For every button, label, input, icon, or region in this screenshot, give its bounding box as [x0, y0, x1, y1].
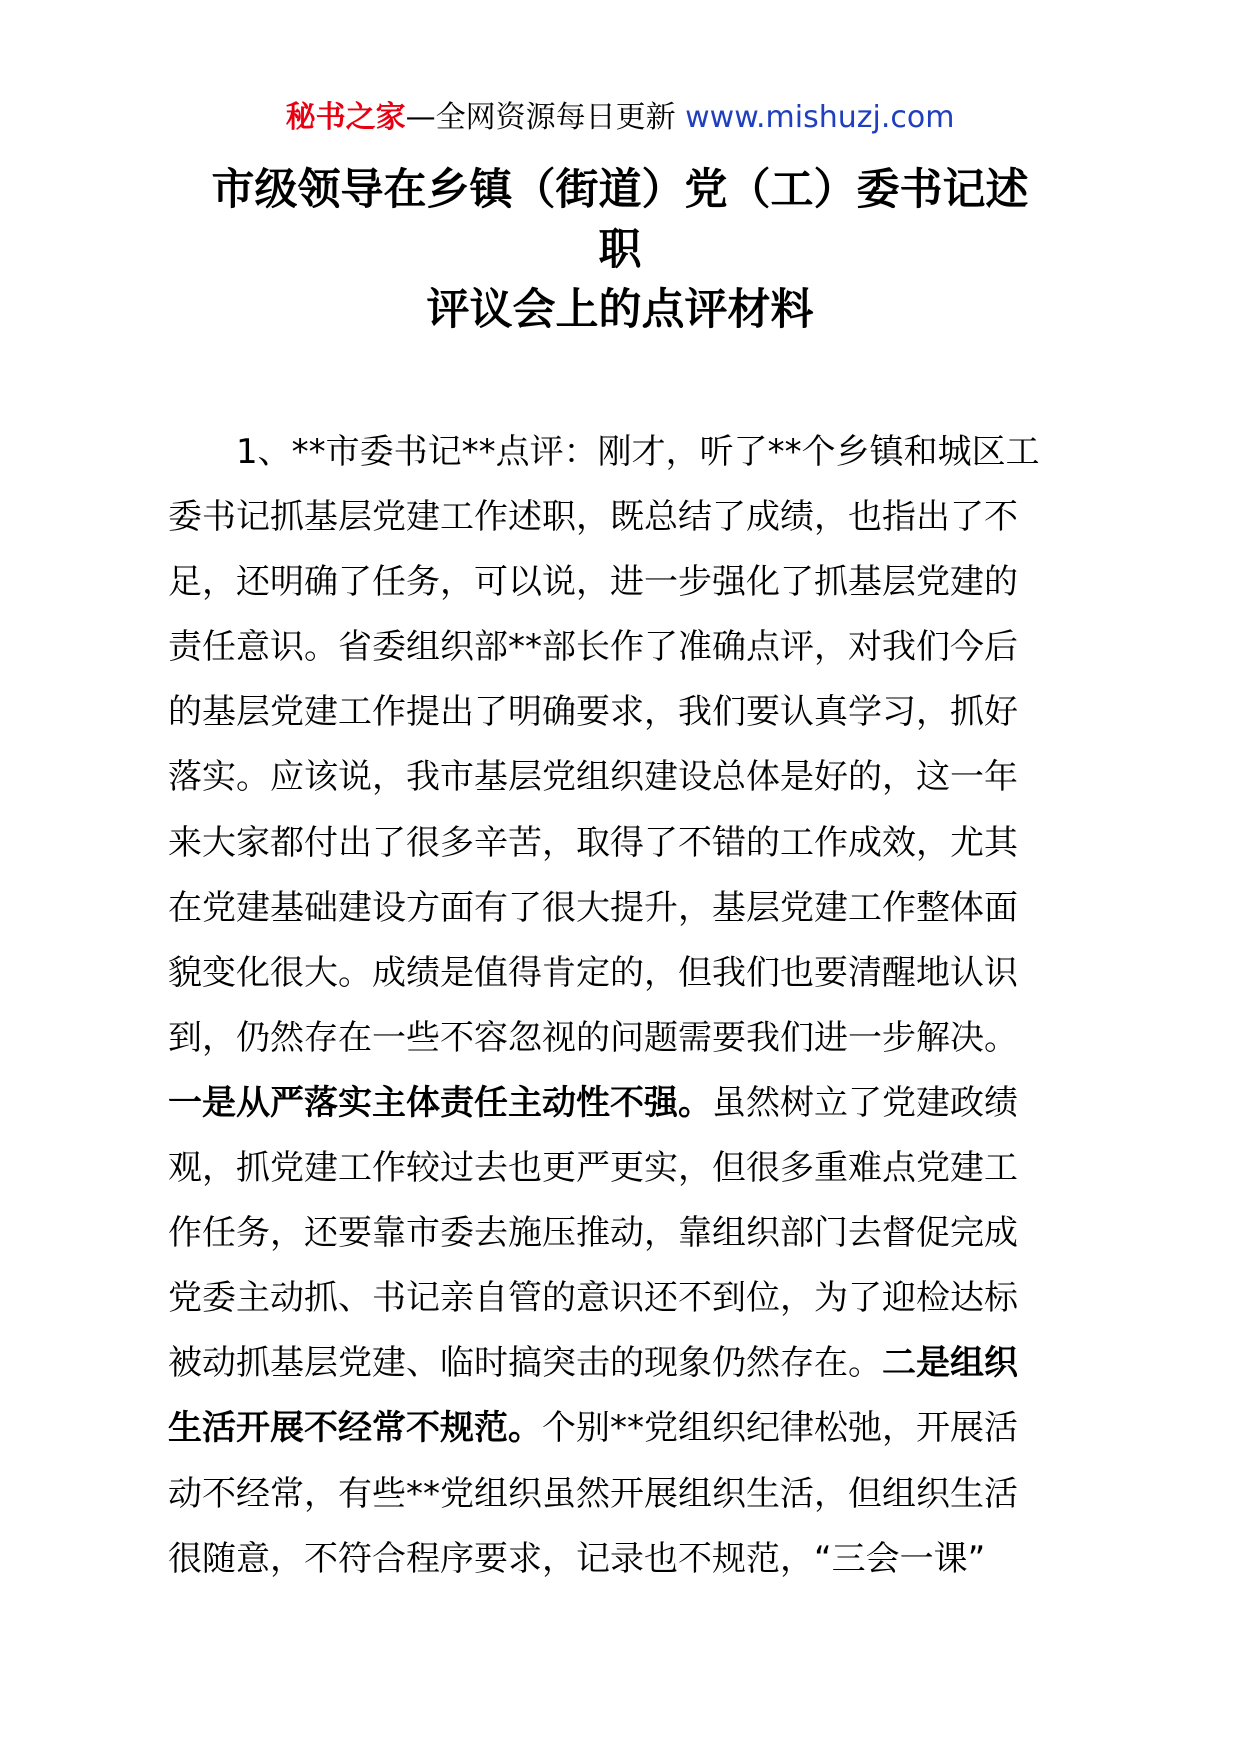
- body-line: 1、**市委书记**点评：刚才，听了**个乡镇和城区工: [236, 432, 1040, 472]
- title-line-1: 市级领导在乡镇（街道）党（工）委书记述: [211, 165, 1029, 215]
- body-line: 动不经常，有些**党组织虽然开展组织生活，但组织生活: [168, 1473, 1018, 1514]
- point-heading-1: 一是从严落实主体责任主动性不强。: [168, 1082, 712, 1123]
- body-text-segment: 个别**党组织纪律松弛，开展活: [542, 1408, 1018, 1449]
- body-line: 足，还明确了任务，可以说，进一步强化了抓基层党建的: [168, 562, 1018, 603]
- site-header: [0, 96, 1240, 140]
- body-line: 作任务，还要靠市委去施压推动，靠组织部门去督促完成: [168, 1213, 1018, 1254]
- body-line: [168, 1331, 1076, 1396]
- document-body: [168, 420, 1076, 1592]
- document-title: [150, 160, 1090, 340]
- body-line: [168, 1071, 1076, 1136]
- point-heading-2-end: 生活开展不经常不规范。: [168, 1408, 542, 1449]
- brand-name: 秘书之家: [285, 100, 406, 135]
- body-line: 很随意，不符合程序要求，记录也不规范，“三会一课”: [168, 1538, 986, 1579]
- title-line-2: 职: [598, 225, 642, 275]
- body-line: [168, 1396, 1076, 1461]
- point-heading-2-start: 二是组织: [882, 1343, 1018, 1384]
- body-text-segment: 虽然树立了党建政绩: [712, 1082, 1018, 1123]
- body-line: 责任意识。省委组织部**部长作了准确点评，对我们今后: [168, 627, 1018, 668]
- body-line: 的基层党建工作提出了明确要求，我们要认真学习，抓好: [168, 692, 1018, 733]
- body-line: 在党建基础建设方面有了很大提升，基层党建工作整体面: [168, 887, 1018, 928]
- header-tagline: —全网资源每日更新: [405, 100, 686, 135]
- body-line: 观，抓党建工作较过去也更严更实，但很多重难点党建工: [168, 1148, 1018, 1189]
- title-line-3: 评议会上的点评材料: [426, 285, 814, 335]
- body-line: 委书记抓基层党建工作述职，既总结了成绩，也指出了不: [168, 497, 1018, 538]
- body-line: 貌变化很大。成绩是值得肯定的，但我们也要清醒地认识: [168, 952, 1018, 993]
- body-line: 来大家都付出了很多辛苦，取得了不错的工作成效，尤其: [168, 822, 1018, 863]
- site-url-link[interactable]: www.mishuzj.com: [685, 100, 955, 135]
- body-line: 到，仍然存在一些不容忽视的问题需要我们进一步解决。: [168, 1017, 1018, 1058]
- body-line: 党委主动抓、书记亲自管的意识还不到位，为了迎检达标: [168, 1278, 1018, 1319]
- body-line: 落实。应该说，我市基层党组织建设总体是好的，这一年: [168, 757, 1018, 798]
- body-text-segment: 被动抓基层党建、临时搞突击的现象仍然存在。: [168, 1343, 882, 1384]
